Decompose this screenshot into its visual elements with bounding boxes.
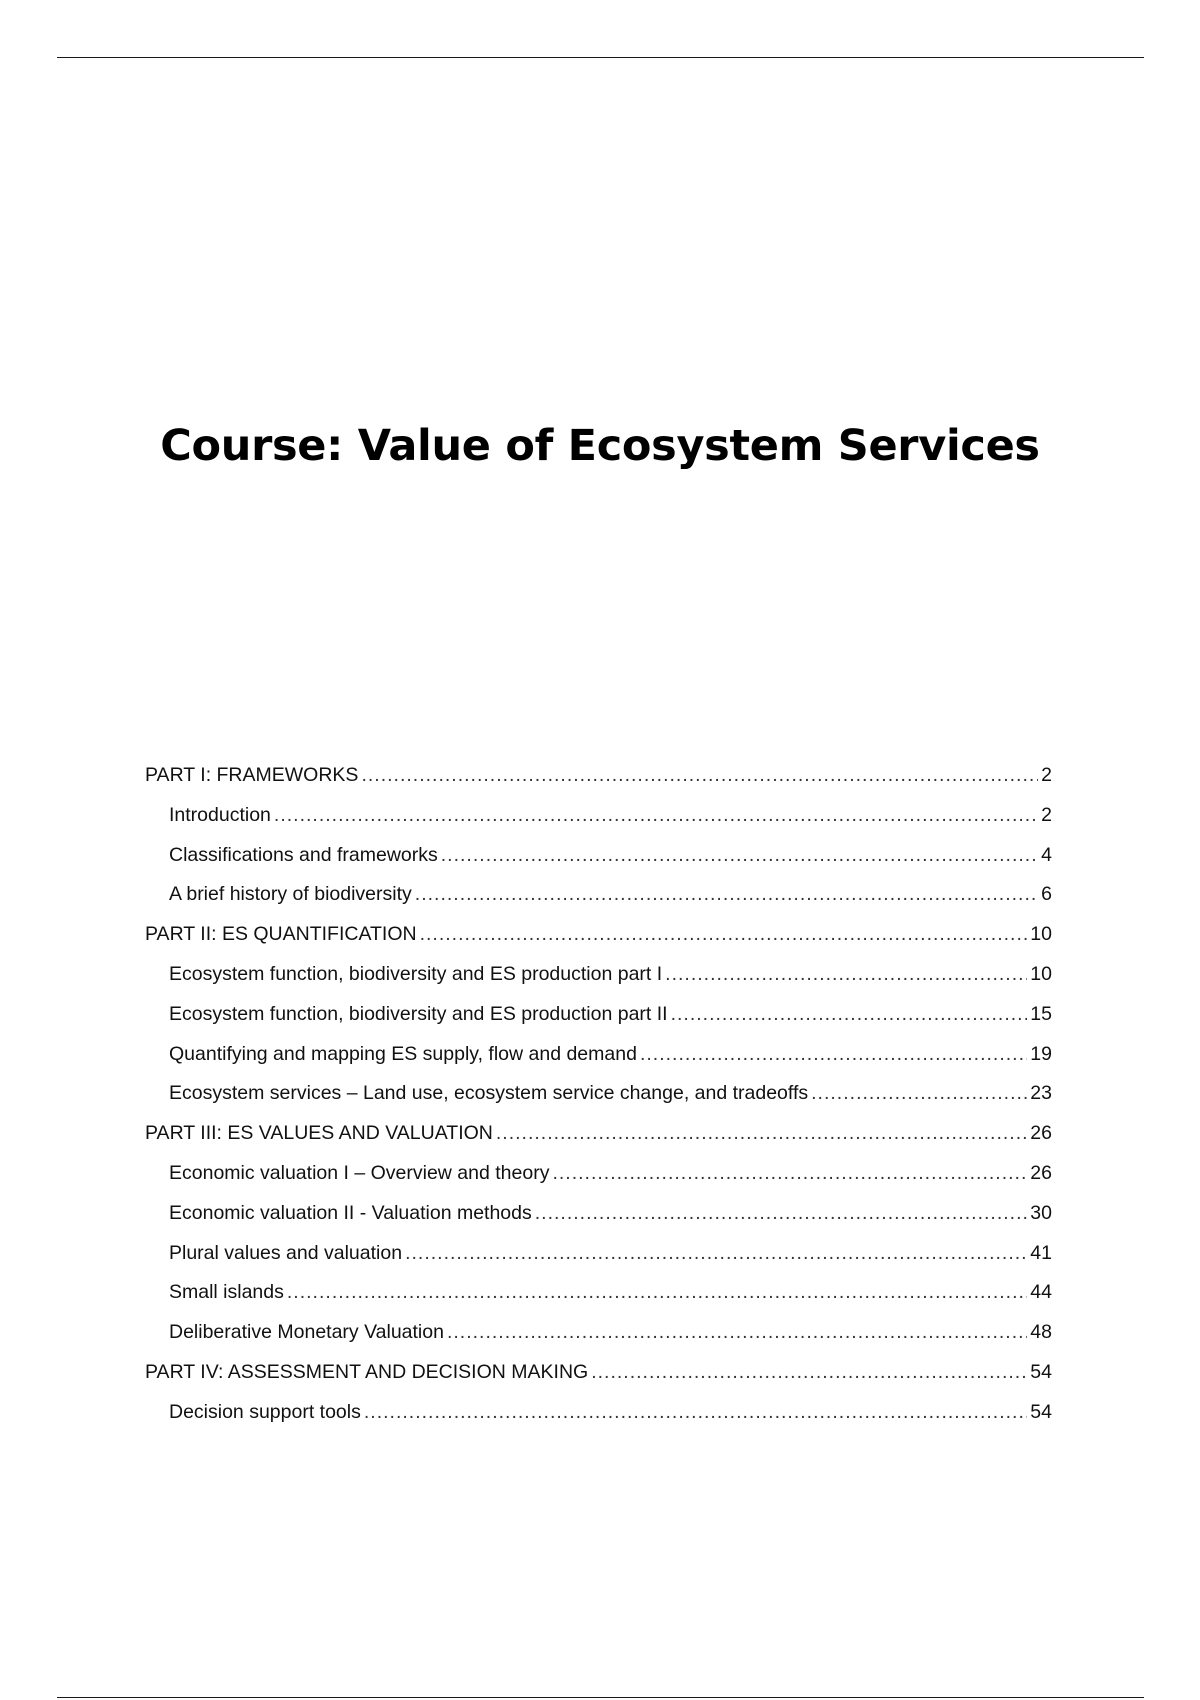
toc-entry-part-2[interactable] (145, 925, 1052, 965)
toc-page-number: 26 (1030, 1161, 1052, 1184)
toc-page-number: 6 (1041, 883, 1052, 906)
toc-leader-dots (447, 1323, 1027, 1343)
toc-entry-part-1[interactable] (145, 766, 1052, 806)
toc-entry-es-production-part-1[interactable] (145, 962, 1052, 1005)
toc-page-number: 19 (1030, 1042, 1052, 1065)
toc-page-number: 48 (1030, 1321, 1052, 1344)
toc-entry-introduction[interactable] (145, 803, 1052, 846)
toc-leader-dots (274, 806, 1038, 826)
toc-leader-dots (535, 1204, 1028, 1224)
toc-entry-label: Economic valuation II - Valuation methods (169, 1201, 532, 1224)
toc-entry-history-biodiversity[interactable] (145, 885, 1052, 925)
table-of-contents (145, 766, 1052, 1443)
toc-leader-dots (364, 1403, 1027, 1423)
toc-entry-es-production-part-2[interactable] (145, 1002, 1052, 1045)
toc-page-number: 41 (1030, 1241, 1052, 1264)
toc-entry-label: Small islands (169, 1281, 284, 1304)
toc-entry-part-3[interactable] (145, 1124, 1052, 1164)
toc-leader-dots (415, 885, 1038, 905)
toc-entry-part-4[interactable] (145, 1360, 1052, 1403)
toc-page-number: 23 (1030, 1082, 1052, 1105)
toc-entry-label: PART I: FRAMEWORKS (145, 764, 359, 786)
toc-entry-label: Decision support tools (169, 1400, 361, 1423)
toc-leader-dots (287, 1283, 1027, 1303)
toc-entry-label: Economic valuation I – Overview and theory (169, 1161, 550, 1184)
toc-entry-label: Deliberative Monetary Valuation (169, 1321, 444, 1344)
toc-leader-dots (811, 1084, 1027, 1104)
toc-entry-label: Ecosystem services – Land use, ecosystem service change, and tradeoffs (169, 1082, 809, 1105)
toc-entry-deliberative-valuation[interactable] (145, 1323, 1052, 1363)
toc-entry-economic-valuation-2[interactable] (145, 1201, 1052, 1244)
toc-leader-dots (361, 766, 1038, 786)
toc-page-number: 26 (1030, 1122, 1052, 1145)
toc-page-number: 4 (1041, 843, 1052, 866)
toc-entry-label: Ecosystem function, biodiversity and ES production part II (169, 1002, 668, 1025)
toc-entry-label: Classifications and frameworks (169, 843, 438, 866)
toc-leader-dots (496, 1124, 1027, 1144)
toc-entry-label: Plural values and valuation (169, 1241, 403, 1264)
toc-page-number: 30 (1030, 1201, 1052, 1224)
toc-leader-dots (552, 1164, 1027, 1184)
toc-entry-decision-support-tools[interactable] (145, 1400, 1052, 1443)
toc-entry-plural-values[interactable] (145, 1241, 1052, 1284)
toc-leader-dots (671, 1005, 1028, 1025)
toc-entry-label: PART II: ES QUANTIFICATION (145, 923, 417, 946)
toc-entry-label: PART III: ES VALUES AND VALUATION (145, 1122, 493, 1145)
toc-leader-dots (405, 1244, 1027, 1264)
toc-page-number: 10 (1030, 962, 1052, 985)
toc-entry-label: Quantifying and mapping ES supply, flow and demand (169, 1042, 637, 1065)
toc-entry-label: Introduction (169, 803, 271, 826)
toc-entry-economic-valuation-1[interactable] (145, 1161, 1052, 1204)
toc-entry-quantifying-mapping[interactable] (145, 1042, 1052, 1085)
footer-rule (57, 1697, 1144, 1698)
toc-page-number: 44 (1030, 1281, 1052, 1304)
toc-page-number: 15 (1030, 1002, 1052, 1025)
toc-leader-dots (591, 1363, 1027, 1383)
document-title: Course: Value of Ecosystem Services (160, 421, 1040, 471)
toc-page-number: 10 (1030, 923, 1052, 946)
toc-page-number: 54 (1030, 1360, 1052, 1383)
toc-entry-classifications[interactable] (145, 843, 1052, 886)
toc-entry-small-islands[interactable] (145, 1283, 1052, 1323)
toc-entry-label: PART IV: ASSESSMENT AND DECISION MAKING (145, 1360, 589, 1383)
toc-page-number: 2 (1041, 803, 1052, 826)
toc-entry-label: A brief history of biodiversity (169, 883, 412, 906)
toc-page-number: 2 (1041, 764, 1052, 786)
toc-leader-dots (441, 846, 1038, 866)
toc-leader-dots (420, 925, 1028, 945)
toc-page-number: 54 (1030, 1400, 1052, 1423)
toc-entry-label: Ecosystem function, biodiversity and ES production part I (169, 962, 663, 985)
toc-leader-dots (665, 965, 1027, 985)
header-rule (57, 57, 1144, 58)
toc-entry-land-use-tradeoffs[interactable] (145, 1084, 1052, 1124)
toc-leader-dots (640, 1045, 1027, 1065)
